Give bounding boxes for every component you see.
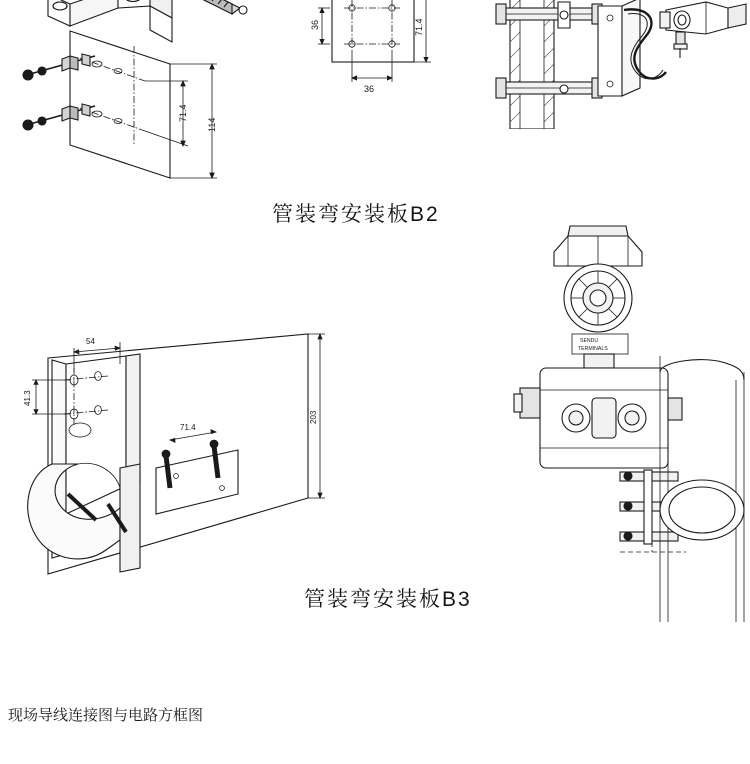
figure-b2-exploded (0, 0, 250, 201)
figure-b2-flat (300, 0, 450, 100)
dim-203: 203 (309, 410, 318, 424)
section-label-wiring: 现场导线连接图与电路方框图 (8, 707, 204, 724)
dim-36-bottom: 36 (364, 84, 375, 94)
dim-71-4-flat: 71.4 (414, 18, 424, 36)
caption-b2: 管装弯安装板B2 (272, 203, 440, 226)
dim-36-left: 36 (310, 19, 320, 30)
figure-b3-assembly (500, 222, 750, 622)
figure-b2-assembly (470, 0, 750, 129)
dim-41-3: 41.3 (23, 390, 32, 406)
caption-b3: 管装弯安装板B3 (304, 588, 472, 611)
dim-71-4-b3: 71.4 (180, 423, 196, 432)
nameplate-line-2: TERMINALS (578, 346, 608, 352)
nameplate-line-1: SENDU (580, 338, 599, 344)
dim-114: 114 (207, 117, 217, 132)
dim-54: 54 (86, 337, 95, 346)
figure-b3-bracket (8, 318, 338, 603)
dim-71-4: 71.4 (178, 104, 188, 122)
